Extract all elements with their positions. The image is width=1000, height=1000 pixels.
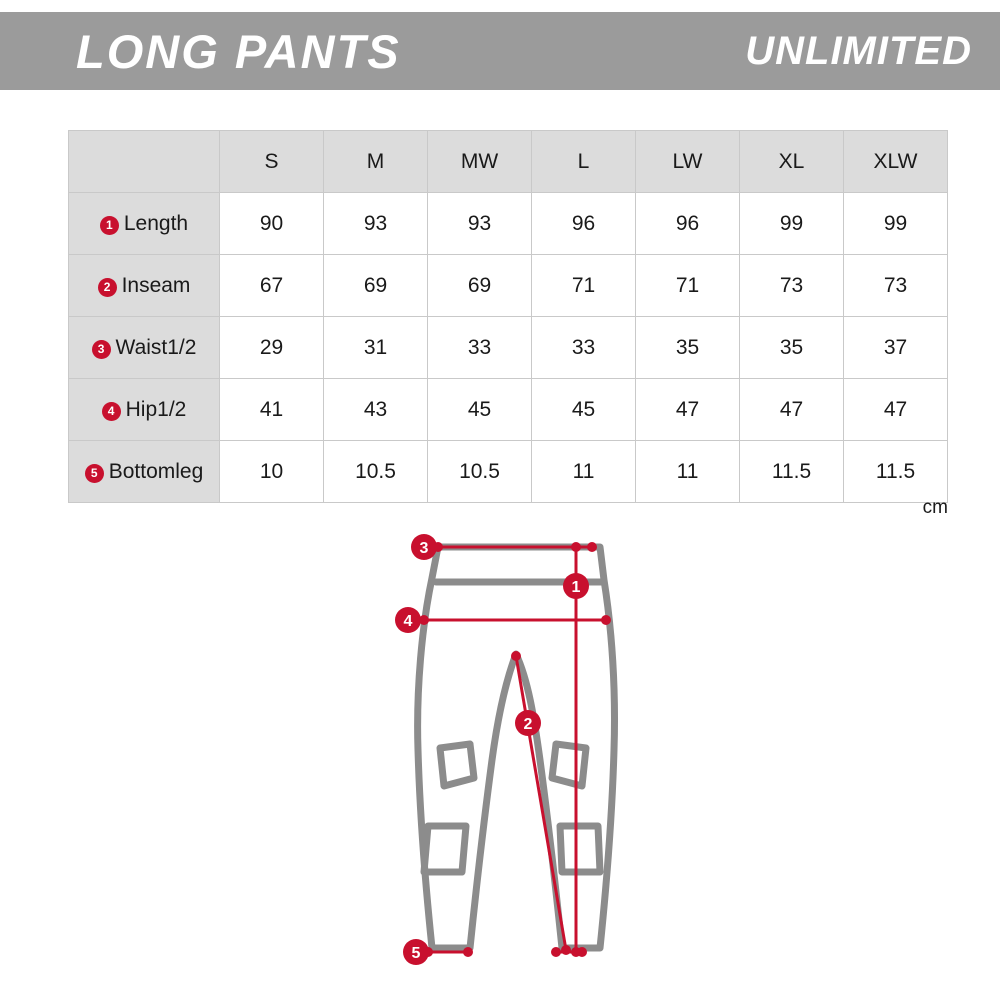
cell-inseam-m: 69 [324, 255, 428, 317]
pants-measurement-diagram [0, 520, 1000, 990]
size-chart-table [68, 130, 948, 503]
hip-marker [395, 607, 421, 633]
numbered-bullet-icon: 5 [85, 464, 104, 483]
cell-waist-lw: 35 [636, 317, 740, 379]
row-label-length [69, 193, 220, 255]
row-label-text: Hip1/2 [125, 397, 187, 421]
inseam-measure-line [516, 656, 566, 950]
unit-label: cm [922, 497, 948, 518]
cell-waist-l: 33 [532, 317, 636, 379]
column-header-xlw: XLW [844, 131, 948, 193]
row-label-hip [69, 379, 220, 441]
row-label-text: Waist1/2 [115, 335, 197, 359]
cell-waist-m: 31 [324, 317, 428, 379]
column-header-mw: MW [428, 131, 532, 193]
table-row [69, 317, 948, 379]
cell-length-lw: 96 [636, 193, 740, 255]
cell-hip-s: 41 [220, 379, 324, 441]
cell-inseam-mw: 69 [428, 255, 532, 317]
row-label-text: Length [123, 211, 189, 235]
cell-hip-l: 45 [532, 379, 636, 441]
cell-hip-lw: 47 [636, 379, 740, 441]
cell-bottomleg-l: 11 [532, 441, 636, 503]
cell-inseam-xlw: 73 [844, 255, 948, 317]
brand-logo: UNLIMITED [745, 29, 972, 73]
numbered-bullet-icon: 2 [98, 278, 117, 297]
bottomleg-marker [403, 939, 429, 965]
numbered-bullet-icon: 1 [100, 216, 119, 235]
cell-length-mw: 93 [428, 193, 532, 255]
page-title: LONG PANTS [76, 24, 401, 78]
table-header-row [69, 131, 948, 193]
cell-waist-xl: 35 [740, 317, 844, 379]
cell-waist-xlw: 37 [844, 317, 948, 379]
column-header-xl: XL [740, 131, 844, 193]
column-header-lw: LW [636, 131, 740, 193]
cell-inseam-l: 71 [532, 255, 636, 317]
table-row [69, 255, 948, 317]
cell-bottomleg-xlw: 11.5 [844, 441, 948, 503]
row-label-text: Inseam [121, 273, 191, 297]
cell-waist-s: 29 [220, 317, 324, 379]
svg-text:4: 4 [403, 613, 413, 630]
cell-length-l: 96 [532, 193, 636, 255]
length-marker [563, 573, 589, 599]
row-label-inseam [69, 255, 220, 317]
cell-length-s: 90 [220, 193, 324, 255]
size-chart-table-wrapper [68, 130, 948, 503]
row-label-waist [69, 317, 220, 379]
cell-inseam-lw: 71 [636, 255, 740, 317]
inseam-marker [515, 710, 541, 736]
svg-text:2: 2 [523, 716, 533, 733]
waist-marker [411, 534, 437, 560]
cell-bottomleg-xl: 11.5 [740, 441, 844, 503]
cell-length-xlw: 99 [844, 193, 948, 255]
page-header [0, 12, 1000, 90]
svg-text:1: 1 [571, 579, 581, 596]
column-header-m: M [324, 131, 428, 193]
cell-bottomleg-lw: 11 [636, 441, 740, 503]
table-row [69, 441, 948, 503]
table-header [69, 131, 948, 193]
table-body [69, 193, 948, 503]
svg-text:3: 3 [419, 540, 429, 557]
numbered-bullet-icon: 3 [92, 340, 111, 359]
cell-hip-xlw: 47 [844, 379, 948, 441]
cell-hip-mw: 45 [428, 379, 532, 441]
cell-inseam-xl: 73 [740, 255, 844, 317]
cell-waist-mw: 33 [428, 317, 532, 379]
column-header-l: L [532, 131, 636, 193]
svg-text:5: 5 [411, 945, 421, 962]
column-header-s: S [220, 131, 324, 193]
cell-hip-xl: 47 [740, 379, 844, 441]
row-label-text: Bottomleg [108, 459, 204, 483]
cell-hip-m: 43 [324, 379, 428, 441]
pants-outline-icon [418, 547, 615, 948]
cell-length-xl: 99 [740, 193, 844, 255]
table-row [69, 379, 948, 441]
cell-length-m: 93 [324, 193, 428, 255]
cell-bottomleg-m: 10.5 [324, 441, 428, 503]
cell-bottomleg-s: 10 [220, 441, 324, 503]
table-corner-cell [69, 131, 220, 193]
table-row [69, 193, 948, 255]
cell-inseam-s: 67 [220, 255, 324, 317]
row-label-bottomleg [69, 441, 220, 503]
numbered-bullet-icon: 4 [102, 402, 121, 421]
cell-bottomleg-mw: 10.5 [428, 441, 532, 503]
